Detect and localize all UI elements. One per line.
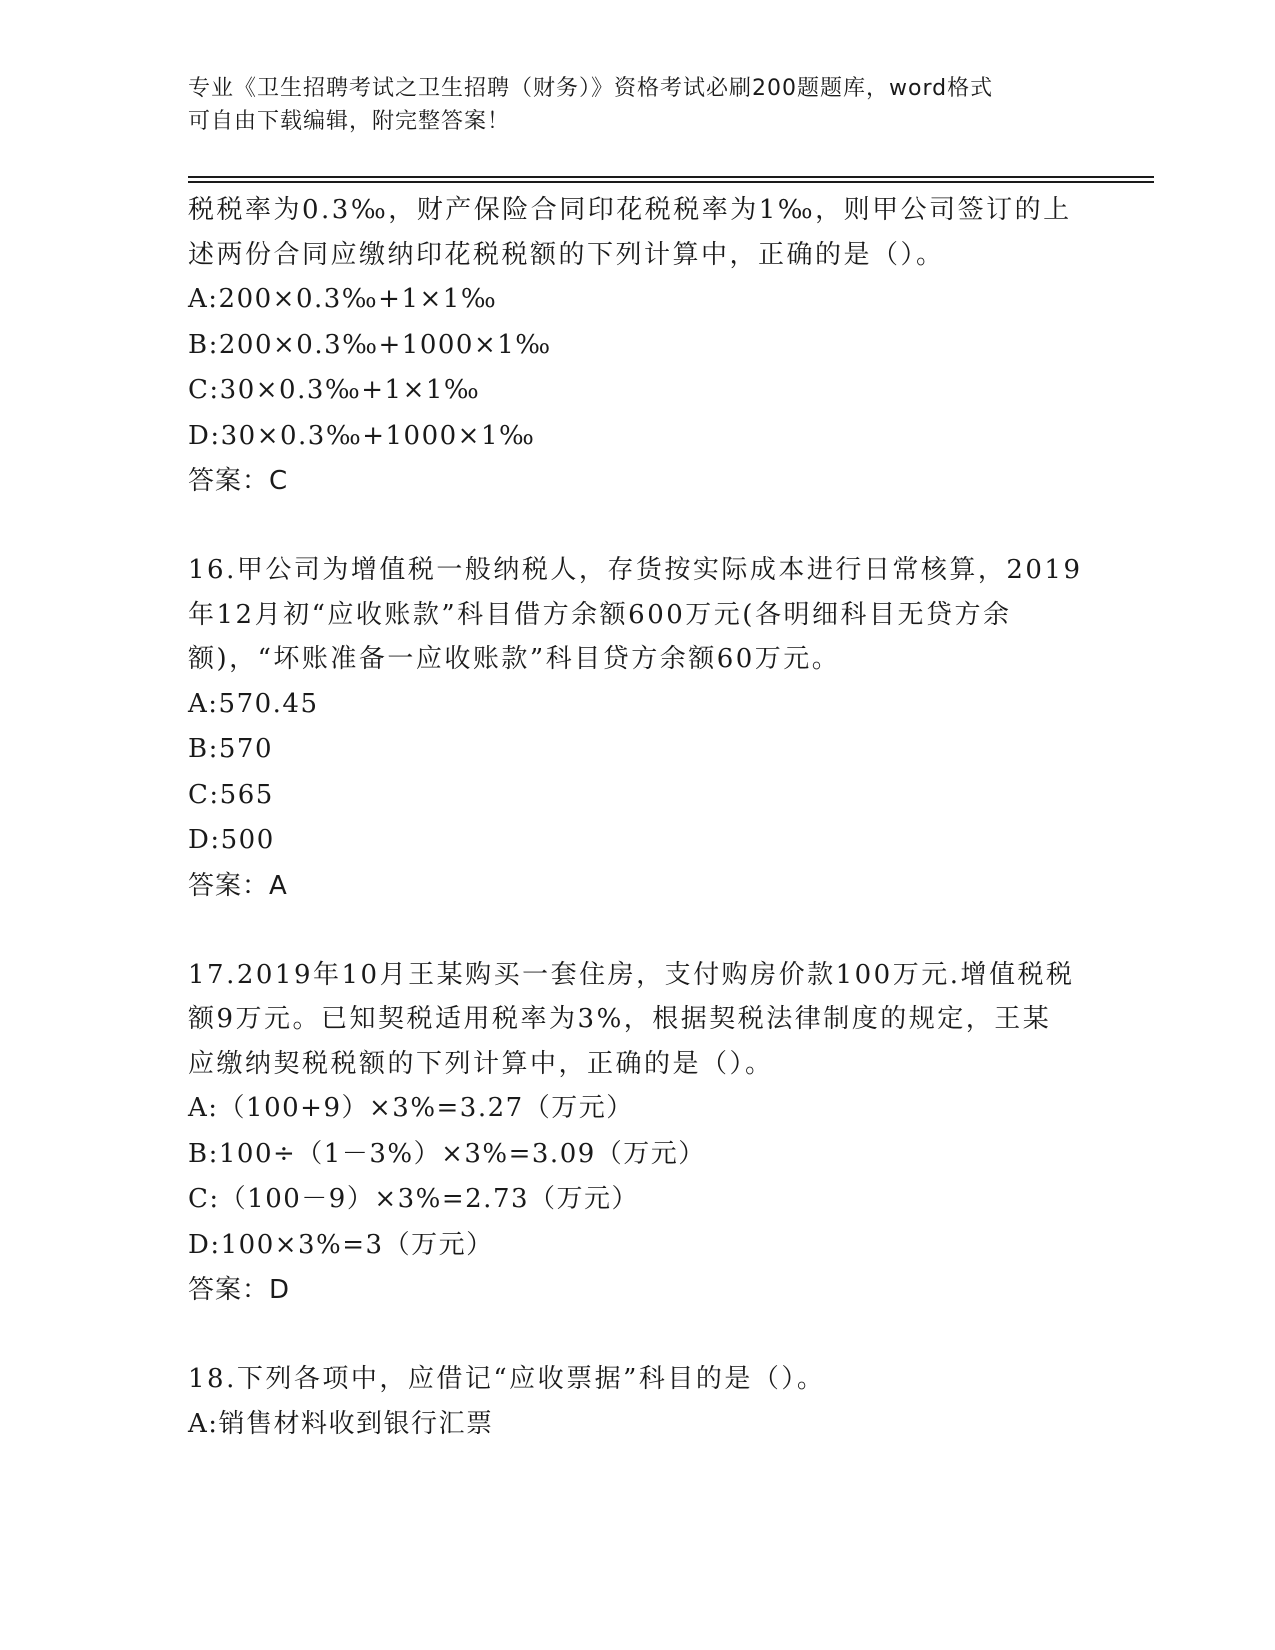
spacer	[188, 504, 1088, 548]
option-b: B:100÷（1－3%）×3%=3.09（万元）	[188, 1138, 706, 1169]
option-c: C:565	[188, 779, 274, 810]
question-text	[188, 953, 1088, 1087]
option-a: A:销售材料收到银行汇票	[188, 1408, 494, 1439]
answer-line: 答案：D	[188, 1275, 291, 1305]
question-text	[188, 188, 1088, 277]
option-a: A:570.45	[188, 688, 319, 719]
question-block	[188, 548, 1088, 909]
question-line: 16.甲公司为增值税一般纳税人，存货按实际成本进行日常核算，2019	[188, 555, 1083, 585]
question-list	[188, 188, 1088, 1447]
option-d: D:30×0.3‰+1000×1‰	[188, 420, 536, 451]
question-block	[188, 953, 1088, 1314]
question-block	[188, 188, 1088, 504]
option-b: B:570	[188, 734, 273, 764]
answer-line: 答案：C	[188, 466, 289, 496]
question-line: 应缴纳契税税额的下列计算中，正确的是（）。	[188, 1048, 774, 1079]
question-line: 额9万元。已知契税适用税率为3%，根据契税法律制度的规定，王某	[188, 1004, 1052, 1034]
question-line: 述两份合同应缴纳印花税税额的下列计算中，正确的是（）。	[188, 239, 945, 270]
spacer	[188, 1313, 1088, 1357]
question-line: 18.下列各项中，应借记“应收票据”科目的是（）。	[188, 1364, 826, 1394]
document-header	[188, 72, 1088, 138]
header-divider-top	[188, 176, 1154, 178]
header-line-2: 可自由下载编辑，附完整答案！	[188, 109, 511, 134]
spacer	[188, 909, 1088, 953]
option-d: D:500	[188, 825, 275, 855]
question-line: 税税率为0.3‰，财产保险合同印花税税率为1‰，则甲公司签订的上	[188, 195, 1072, 225]
question-line: 17.2019年10月王某购买一套住房，支付购房价款100万元.增值税税	[188, 959, 1075, 990]
question-text	[188, 548, 1088, 682]
question-block	[188, 1357, 1088, 1447]
option-a: A:（100+9）×3%=3.27（万元）	[188, 1093, 634, 1123]
option-c: C:30×0.3‰+1×1‰	[188, 375, 481, 405]
question-text	[188, 1357, 1088, 1402]
question-line: 年12月初“应收账款”科目借方余额600万元(各明细科目无贷方余	[188, 599, 1012, 630]
answer-line: 答案：A	[188, 870, 288, 901]
option-d: D:100×3%=3（万元）	[188, 1229, 494, 1260]
option-a: A:200×0.3‰+1×1‰	[188, 284, 498, 314]
option-c: C:（100－9）×3%=2.73（万元）	[188, 1184, 640, 1214]
header-divider-bottom	[188, 181, 1154, 183]
header-line-1: 专业《卫生招聘考试之卫生招聘（财务）》资格考试必刷200题题库，word格式	[188, 76, 994, 101]
option-b: B:200×0.3‰+1000×1‰	[188, 329, 552, 360]
question-line: 额)，“坏账准备一应收账款”科目贷方余额60万元。	[188, 644, 841, 674]
